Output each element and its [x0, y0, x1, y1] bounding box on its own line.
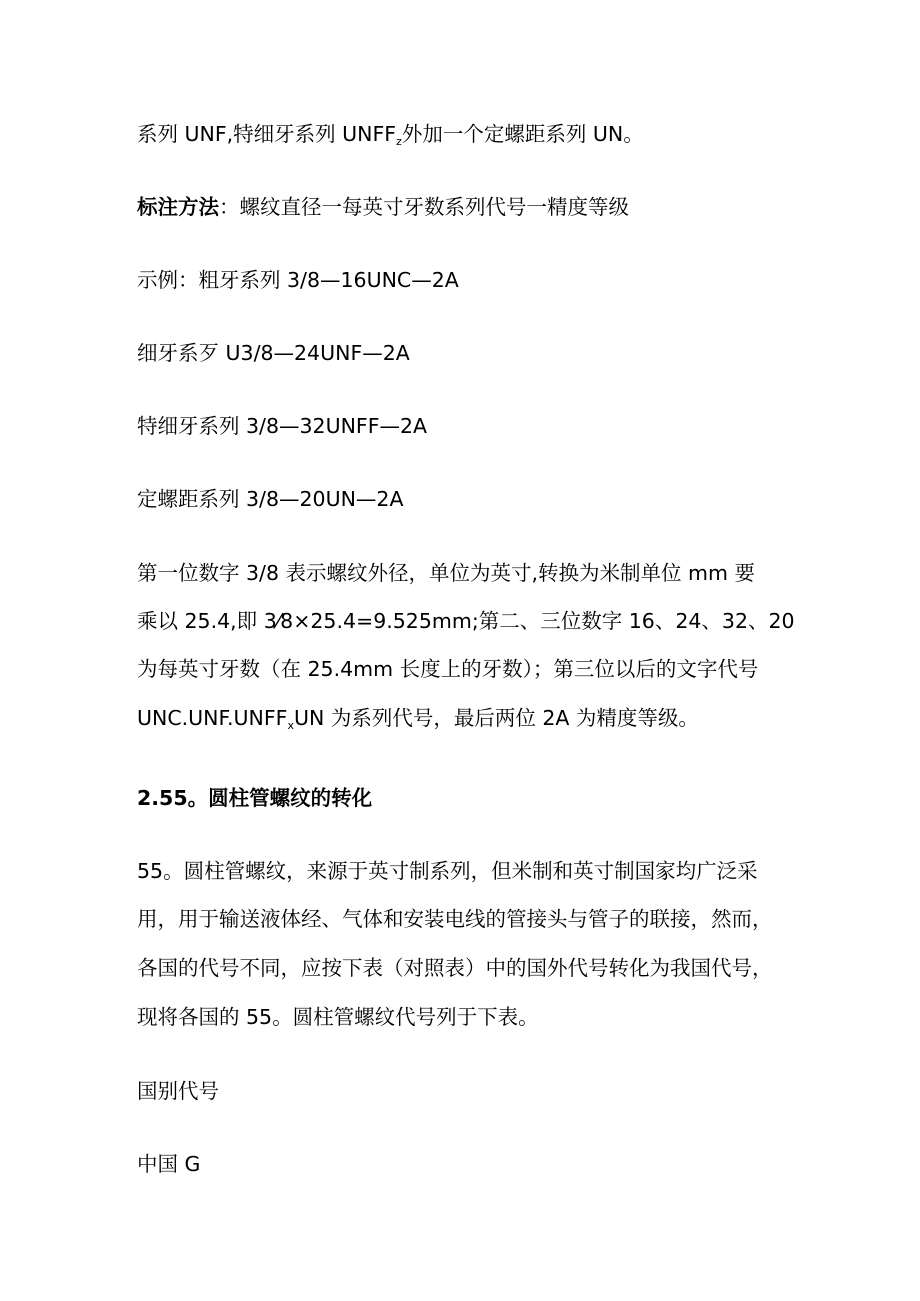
example-coarse: 示例：粗牙系列 3/8—16UNC—2A — [137, 268, 459, 292]
example-constant-pitch: 定螺距系列 3/8—20UN—2A — [137, 487, 404, 511]
section-line: 现将各国的 55。圆柱管螺纹代号列于下表。 — [137, 1005, 539, 1029]
explanation-line: 乘以 25.4,即 3⁄8×25.4=9.525mm;第二、三位数字 16、24、32、20 — [137, 609, 795, 633]
subscript: z — [396, 135, 402, 148]
thread-series-line — [137, 121, 644, 147]
text-span: UNC.UNF.UNFF — [137, 706, 288, 730]
section-heading: 2.55。圆柱管螺纹的转化 — [137, 786, 373, 810]
section-line: 各国的代号不同，应按下表（对照表）中的国外代号转化为我国代号， — [137, 956, 773, 980]
table-row: 中国 G — [137, 1152, 201, 1176]
explanation-line — [137, 705, 699, 731]
notation-label: 标注方法 — [137, 195, 219, 219]
text-span: UN 为系列代号，最后两位 2A 为精度等级。 — [293, 706, 699, 730]
subscript: x — [287, 719, 294, 732]
section-line: 55。圆柱管螺纹，来源于英寸制系列，但米制和英寸制国家均广泛采 — [137, 859, 758, 883]
section-line: 用，用于输送液体经、气体和安装电线的管接头与管子的联接，然而， — [137, 907, 773, 931]
explanation-line: 为每英寸牙数（在 25.4mm 长度上的牙数）；第三位以后的文字代号 — [137, 657, 759, 681]
example-fine: 细牙系歹 U3/8—24UNF—2A — [137, 341, 410, 365]
text-span: 系列 UNF,特细牙系列 UNFF — [137, 122, 397, 146]
notation-text: ：螺纹直径一每英寸牙数系列代号一精度等级 — [219, 195, 629, 219]
explanation-line: 第一位数字 3/8 表示螺纹外径，单位为英寸,转换为米制单位 mm 要 — [137, 561, 756, 585]
notation-method-line — [137, 194, 629, 220]
text-span: 外加一个定螺距系列 UN。 — [401, 122, 644, 146]
example-extra-fine: 特细牙系列 3/8—32UNFF—2A — [137, 414, 428, 438]
table-header: 国别代号 — [137, 1079, 219, 1103]
